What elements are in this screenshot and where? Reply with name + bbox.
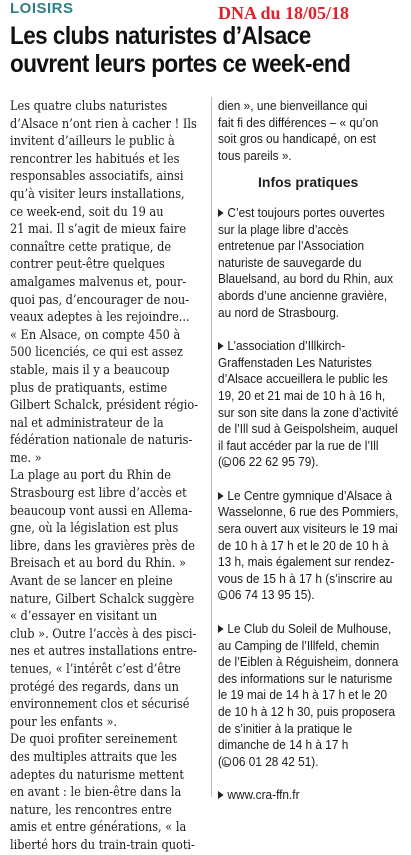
right-column-body <box>218 98 406 804</box>
body-text-line: Les quatre clubs naturistes <box>10 99 168 114</box>
body-text-line: beaucoup vont aussi en Allema- <box>10 503 193 519</box>
info-line: vous de 15 h à 17 h (s’inscrire au <box>218 571 393 586</box>
body-text-line: me. » <box>10 450 42 466</box>
info-line: au Camping de l’Illfeld, chemin <box>218 638 380 653</box>
website-link[interactable]: www.cra-ffn.fr <box>227 788 300 803</box>
body-text-line: invitent d’ailleurs le public à <box>10 134 175 150</box>
body-text-line: amis et entre générations, « la <box>10 820 187 836</box>
body-text-line: gne, où la législation est plus <box>10 521 179 537</box>
info-line: de l’Ill sud à Geispolsheim, auquel <box>218 422 398 437</box>
info-line: le 19 mai de 14 h à 17 h et le 20 <box>218 688 388 703</box>
info-item <box>218 205 406 321</box>
rubric-label: LOISIRS <box>10 0 74 17</box>
body-text-line: contrer peut-être quelques <box>10 257 165 273</box>
info-line: 06 74 13 95 15). <box>218 587 395 604</box>
info-line: Graffenstaden Les Naturistes <box>218 355 372 370</box>
bullet-triangle-icon <box>218 209 224 217</box>
body-text-line: nes et autres installations entre- <box>10 644 197 660</box>
body-text-line: rencontrer les habitués et les <box>10 151 180 167</box>
left-column-body <box>10 98 208 855</box>
info-line: il faut accéder par la rue de l’Ill <box>218 438 379 453</box>
body-text-line: quoi pas, d’encourager de nou- <box>10 292 190 308</box>
info-line: de 10 h à 12 h 30, puis proposera <box>218 705 396 719</box>
body-text-line: environnement clos et sécurisé <box>10 697 190 713</box>
info-line: sur son site dans la zone d’activité <box>218 405 399 420</box>
body-text-line: adeptes du naturisme mettent <box>10 767 184 783</box>
column-divider <box>211 97 212 797</box>
body-text-line: Strasbourg est libre d’accès et <box>10 486 187 502</box>
body-text-line: veaux adeptes à les rejoindre... <box>10 310 190 326</box>
bullet-triangle-icon <box>218 625 224 633</box>
body-text-line: fait fi des différences – « qu’on <box>218 115 379 130</box>
body-text-line: soit gros ou handicapé, on est <box>218 132 376 147</box>
info-line: L’association d’Illkirch- <box>218 338 395 355</box>
info-line: Blauelsand, au bord du Rhin, aux <box>218 272 394 287</box>
info-line: de l’Eiblen à Réguisheim, donnera <box>218 655 399 670</box>
body-text-line: tous pareils ». <box>218 148 292 163</box>
info-item <box>218 621 406 770</box>
info-line: Wasselonne, 6 rue des Pommiers, <box>218 505 399 520</box>
info-line: ( 06 22 62 95 79). <box>218 455 319 470</box>
bullet-triangle-icon <box>218 342 224 350</box>
info-line: Le Club du Soleil de Mulhouse, <box>218 621 395 638</box>
body-text-line: dien », une bienveillance qui <box>218 99 368 113</box>
info-line: dimanche de 14 h à 17 h <box>218 738 349 753</box>
infos-title: Infos pratiques <box>258 174 359 191</box>
source-date: DNA du 18/05/18 <box>218 3 350 23</box>
info-line: de 10 h à 17 h et le 20 de 10 h à <box>218 538 389 553</box>
body-text-line: « En Alsace, on compte 450 à <box>10 327 181 343</box>
bullet-triangle-icon <box>218 492 224 500</box>
info-line: ( 06 01 28 42 51). <box>218 754 319 769</box>
info-line: sur la plage libre d’accès <box>218 222 349 237</box>
body-text-line: Gilbert Schalck, président régio- <box>10 398 199 414</box>
info-item <box>218 338 406 471</box>
info-item <box>218 488 406 604</box>
headline-line: Les clubs naturistes d’Alsace <box>10 22 311 50</box>
body-text-line: connaître cette pratique, de <box>10 239 172 255</box>
info-line: C’est toujours portes ouvertes <box>218 205 395 222</box>
body-text-line: nature, Gilbert Schalck suggère <box>10 591 195 607</box>
info-line: 19, 20 et 21 mai de 10 h à 16 h, <box>218 388 386 403</box>
body-text-line: Breisach et au bord du Rhin. » <box>10 556 186 572</box>
body-text-line: nature, les rencontres entre <box>10 802 172 818</box>
body-text-line: en avant : le bien-être dans la <box>10 785 182 801</box>
info-line: abords d’une ancienne gravière, <box>218 288 388 303</box>
body-text-line: tenues, « l’intérêt c’est d’être <box>10 662 181 677</box>
headline-line: ouvrent leurs portes ce week-end <box>10 50 351 78</box>
body-text-line: qu’à visiter leurs installations, <box>10 186 185 202</box>
body-text-line: liberté hors du train-train quoti- <box>10 837 195 853</box>
phone-icon <box>222 457 231 467</box>
body-text-line: La plage au port du Rhin de <box>10 468 171 484</box>
info-line: entretenue par l’Association <box>218 239 365 254</box>
phone-icon <box>222 757 231 767</box>
info-line: sera ouvert aux visiteurs le 19 mai <box>218 522 398 537</box>
info-line: d’Alsace accueillera le public les <box>218 372 388 387</box>
body-text-line: fédération nationale de naturis- <box>10 433 193 449</box>
bullet-triangle-icon <box>218 791 224 799</box>
body-text-line: ce week-end, soit du 19 au <box>10 204 164 220</box>
body-text-line: club ». Outre l’accès à des pisci- <box>10 626 197 642</box>
info-line: des informations sur le naturisme <box>218 671 393 686</box>
body-text-line: responsables associatifs, ainsi <box>10 169 184 185</box>
body-text-line: d’Alsace n’ont rien à cacher ! Ils <box>10 116 197 132</box>
body-text-line: pour les enfants ». <box>10 714 117 730</box>
headline <box>10 22 366 78</box>
body-text-line: plus de pratiquants, estime <box>10 380 168 396</box>
body-text-line: De quoi profiter sereinement <box>10 732 178 748</box>
info-line: naturiste de sauvegarde du <box>218 255 362 270</box>
body-text-line: amalgames malvenus et, pour- <box>10 274 187 290</box>
info-line: Le Centre gymnique d’Alsace à <box>218 488 395 505</box>
body-text-line: 21 mai. Il s’agit de mieux faire <box>10 222 187 238</box>
phone-icon <box>218 590 227 600</box>
website-line <box>218 787 395 804</box>
body-text-line: « d’essayer en visitant un <box>10 609 158 625</box>
body-text-line: stable, mais il y a beaucoup <box>10 362 170 378</box>
info-line: de s’initier à la pratique le <box>218 721 353 736</box>
body-text-line: Avant de se lancer en pleine <box>10 574 173 590</box>
body-text-line: nal et administrateur de la <box>10 415 164 431</box>
body-text-line: libre, dans les gravières près de <box>10 538 195 554</box>
body-text-line: des multiples attraits que les <box>10 749 178 765</box>
info-line: au nord de Strasbourg. <box>218 305 340 320</box>
body-text-line: 500 licenciés, ce qui est assez <box>10 345 183 361</box>
body-text-line: protégé des regards, dans un <box>10 679 179 695</box>
info-line: 13 h, mais également sur rendez- <box>218 555 395 570</box>
